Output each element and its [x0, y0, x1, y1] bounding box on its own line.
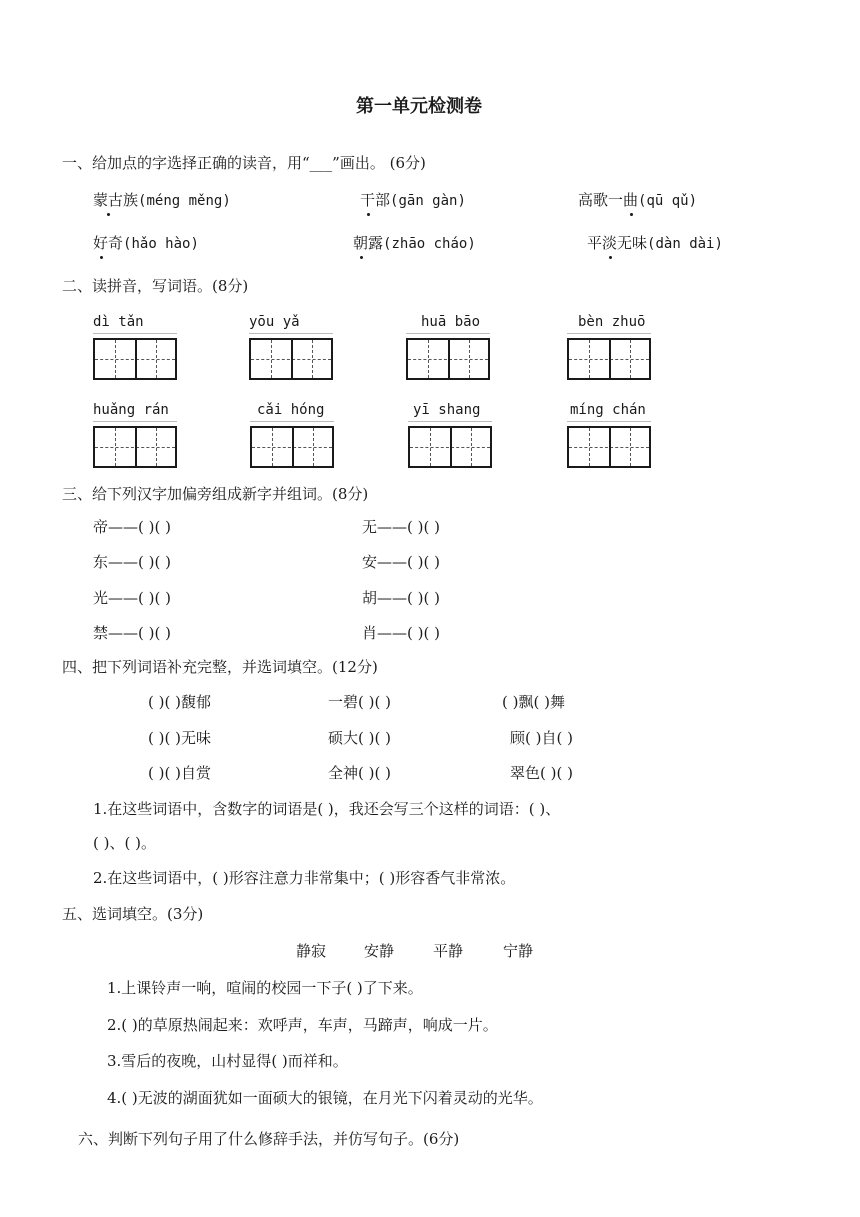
- word-choice: 静寂: [296, 942, 327, 960]
- reading-item-3: 高歌一曲(qū qǔ): [578, 191, 698, 209]
- reading-item-4: 好奇(hǎo hào): [93, 234, 199, 252]
- pinyin-label: cǎi hóng: [257, 402, 325, 418]
- radical-item: 光——( )( ): [93, 589, 171, 607]
- section-3-heading: 三、给下列汉字加偏旁组成新字并组词。(8分): [62, 485, 369, 503]
- idiom-blank: ( )( )馥郁: [148, 693, 211, 711]
- word-choice: 宁静: [503, 942, 534, 960]
- writing-box[interactable]: [249, 338, 333, 380]
- section-1-heading: 一、给加点的字选择正确的读音，用“___”画出。 (6分): [62, 154, 426, 172]
- pinyin-label: huā bāo: [421, 314, 481, 330]
- section-4-heading: 四、把下列词语补充完整，并选词填空。(12分): [62, 658, 378, 676]
- radical-item: 禁——( )( ): [93, 624, 171, 642]
- radical-item: 肖——( )( ): [362, 624, 440, 642]
- radical-item: 安——( )( ): [362, 553, 440, 571]
- pinyin-underline: [406, 333, 490, 334]
- pinyin-label: dì tǎn: [93, 314, 144, 330]
- idiom-blank: 硕大( )( ): [328, 729, 391, 747]
- radical-item: 无——( )( ): [362, 518, 440, 536]
- writing-box[interactable]: [93, 338, 177, 380]
- fill-sentence: 3.雪后的夜晚，山村显得( )而祥和。: [107, 1052, 348, 1070]
- writing-box[interactable]: [250, 426, 334, 468]
- page-title: 第一单元检测卷: [356, 96, 482, 117]
- writing-box[interactable]: [567, 426, 651, 468]
- pinyin-underline: [93, 333, 177, 334]
- writing-box[interactable]: [406, 338, 490, 380]
- section-5-heading: 五、选词填空。(3分): [62, 905, 204, 923]
- idiom-blank: ( )( )无味: [148, 729, 211, 747]
- reading-item-6: 平淡无味(dàn dài): [587, 234, 723, 252]
- section-6-heading: 六、判断下列句子用了什么修辞手法，并仿写句子。(6分): [78, 1130, 460, 1148]
- pinyin-label: míng chán: [570, 402, 646, 418]
- pinyin-underline: [250, 421, 334, 422]
- pinyin-underline: [408, 421, 492, 422]
- pinyin-underline: [567, 421, 651, 422]
- fill-sentence: 4.( )无波的湖面犹如一面硕大的银镜，在月光下闪着灵动的光华。: [107, 1089, 543, 1107]
- fill-sentence: 1.上课铃声一响，喧闹的校园一下子( )了下来。: [107, 979, 423, 997]
- pinyin-underline: [93, 421, 177, 422]
- radical-item: 东——( )( ): [93, 553, 171, 571]
- idiom-blank: 翠色( )( ): [510, 764, 573, 782]
- pinyin-label: yī shang: [413, 402, 481, 418]
- reading-item-1: 蒙古族(méng měng): [93, 191, 231, 209]
- writing-box[interactable]: [408, 426, 492, 468]
- fill-sentence: 2.( )的草原热闹起来：欢呼声，车声，马蹄声，响成一片。: [107, 1016, 498, 1034]
- pinyin-underline: [249, 333, 333, 334]
- writing-box[interactable]: [93, 426, 177, 468]
- idiom-blank: ( )飘( )舞: [502, 693, 565, 711]
- section-2-heading: 二、读拼音，写词语。(8分): [62, 277, 249, 295]
- idiom-blank: ( )( )自赏: [148, 764, 211, 782]
- reading-item-2: 干部(gān gàn): [360, 191, 466, 209]
- pinyin-label: huǎng rán: [93, 402, 169, 418]
- question-2: 2.在这些词语中，( )形容注意力非常集中；( )形容香气非常浓。: [93, 869, 516, 887]
- pinyin-underline: [567, 333, 651, 334]
- question-1-line-2: ( )、( )。: [93, 834, 156, 852]
- question-1-line-1: 1.在这些词语中，含数字的词语是( )，我还会写三个这样的词语：( )、: [93, 800, 561, 818]
- writing-box[interactable]: [567, 338, 651, 380]
- word-choice: 平静: [433, 942, 464, 960]
- pinyin-label: yōu yǎ: [249, 314, 300, 330]
- reading-item-5: 朝露(zhāo cháo): [353, 234, 476, 252]
- idiom-blank: 一碧( )( ): [328, 693, 391, 711]
- word-choice: 安静: [364, 942, 395, 960]
- radical-item: 帝——( )( ): [93, 518, 171, 536]
- idiom-blank: 全神( )( ): [328, 764, 391, 782]
- idiom-blank: 顾( )自( ): [510, 729, 573, 747]
- pinyin-label: bèn zhuō: [578, 314, 646, 330]
- radical-item: 胡——( )( ): [362, 589, 440, 607]
